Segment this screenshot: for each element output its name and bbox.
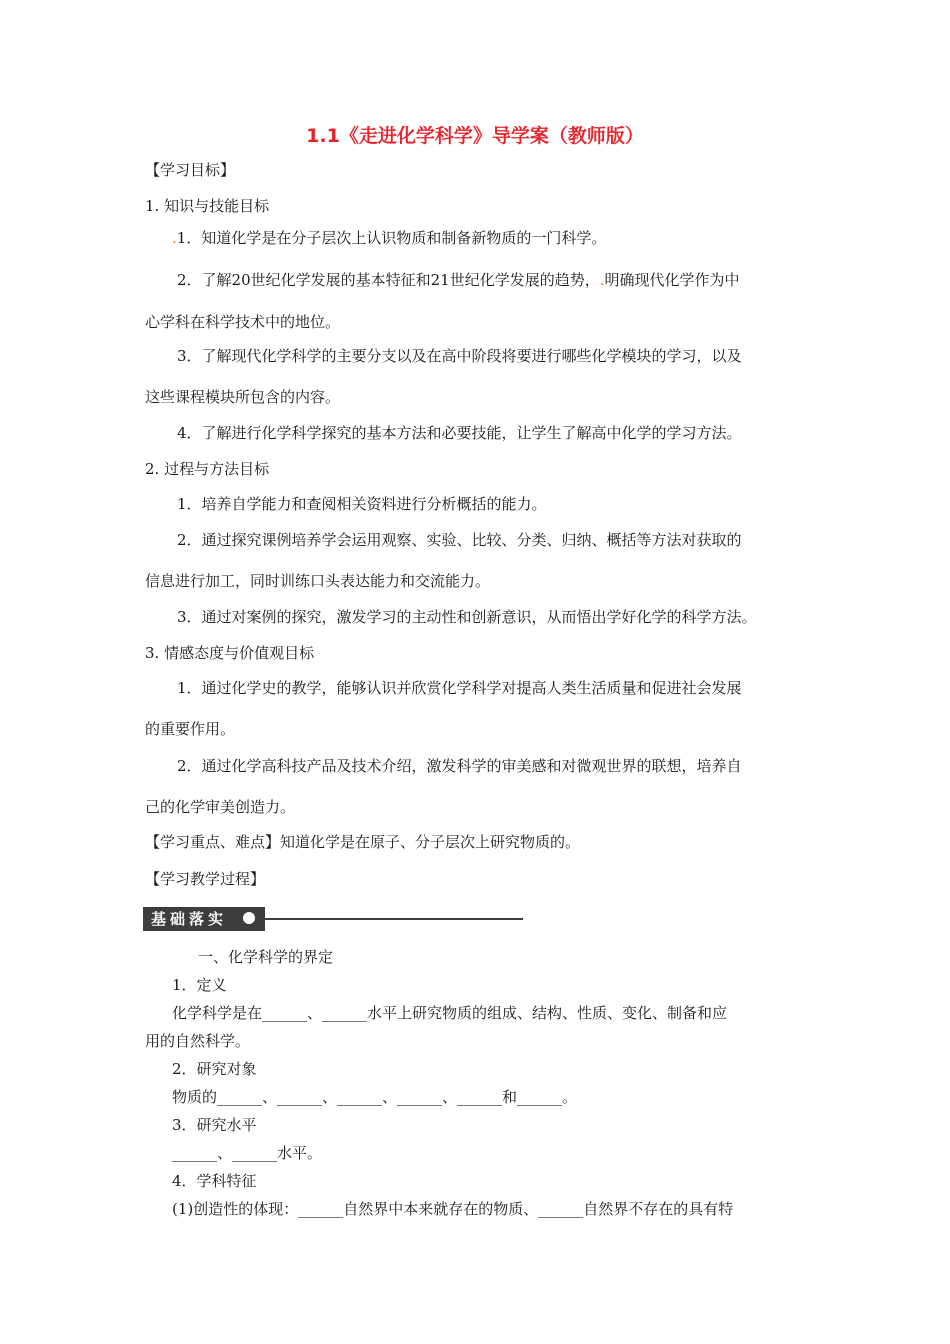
goal2-item3: 3．通过对案例的探究，激发学习的主动性和创新意识，从而悟出学好化学的科学方法。 — [177, 608, 757, 626]
goal3-item1-line2: 的重要作用。 — [145, 720, 236, 738]
marker-dot: . — [172, 229, 177, 247]
section-banner: 基础落实 — [143, 907, 265, 931]
goal3-item1-line1: 1．通过化学史的教学，能够认识并欣赏化学科学对提高人类生活质量和促进社会发展 — [177, 679, 742, 697]
goal2-item1: 1．培养自学能力和查阅相关资料进行分析概括的能力。 — [177, 495, 547, 513]
s1-feat-text: (1)创造性的体现：______自然界中本来就存在的物质、______自然界不存在的具有特 — [172, 1200, 734, 1218]
goal1-item2-text-a: 2．了解20世纪化学发展的基本特征和21世纪化学发展的趋势， — [177, 271, 600, 289]
goal1-item3-line1: 3．了解现代化学科学的主要分支以及在高中阶段将要进行哪些化学模块的学习，以及 — [177, 347, 742, 365]
banner-divider — [265, 918, 523, 920]
s1-feat-heading: 4．学科特征 — [172, 1172, 257, 1190]
s1-def-heading: 1．定义 — [172, 976, 227, 994]
process-heading: 【学习教学过程】 — [145, 870, 266, 888]
goal1-item2-text-b: 明确现代化学作为中 — [604, 271, 740, 289]
s1-def-line1: 化学科学是在______、______水平上研究物质的组成、结构、性质、变化、制备和应 — [172, 1004, 728, 1022]
goal1-item3-line2: 这些课程模块所包含的内容。 — [145, 388, 341, 406]
goal1-item1 — [172, 228, 606, 248]
goal1-heading: 1. 知识与技能目标 — [145, 197, 270, 215]
goal3-item2-line1: 2．通过化学高科技产品及技术介绍，激发科学的审美感和对微观世界的联想，培养自 — [177, 757, 742, 775]
marker-dot: . — [599, 271, 605, 289]
goal2-item2-line2: 信息进行加工，同时训练口头表达能力和交流能力。 — [145, 572, 491, 590]
goal1-item1-text: 1．知道化学是在分子层次上认识物质和制备新物质的一门科学。 — [176, 229, 607, 247]
page-title: 1.1《走进化学科学》导学案（教师版） — [306, 125, 644, 147]
goal1-item4: 4．了解进行化学科学探究的基本方法和必要技能，让学生了解高中化学的学习方法。 — [177, 424, 742, 442]
s1-heading: 一、化学科学的界定 — [198, 948, 334, 966]
banner-dot-icon — [243, 912, 255, 924]
section-heading-goals: 【学习目标】 — [145, 161, 236, 179]
goal2-heading: 2. 过程与方法目标 — [145, 460, 270, 478]
goal3-item2-line2: 己的化学审美创造力。 — [145, 798, 296, 816]
focus-line: 【学习重点、难点】知道化学是在原子、分子层次上研究物质的。 — [145, 833, 581, 851]
s1-level-heading: 3．研究水平 — [172, 1116, 257, 1134]
s1-def-line2: 用的自然科学。 — [145, 1032, 251, 1050]
goal1-item2-line2: 心学科在科学技术中的地位。 — [145, 313, 341, 331]
goal2-item2-line1: 2．通过探究课例培养学会运用观察、实验、比较、分类、归纳、概括等方法对获取的 — [177, 531, 742, 549]
s1-level-text: ______、______水平。 — [172, 1144, 323, 1162]
goal1-item2-line1 — [177, 270, 740, 290]
goal3-heading: 3. 情感态度与价值观目标 — [145, 644, 315, 662]
s1-obj-text: 物质的______、______、______、______、______和______。 — [172, 1088, 578, 1106]
s1-obj-heading: 2．研究对象 — [172, 1060, 257, 1078]
